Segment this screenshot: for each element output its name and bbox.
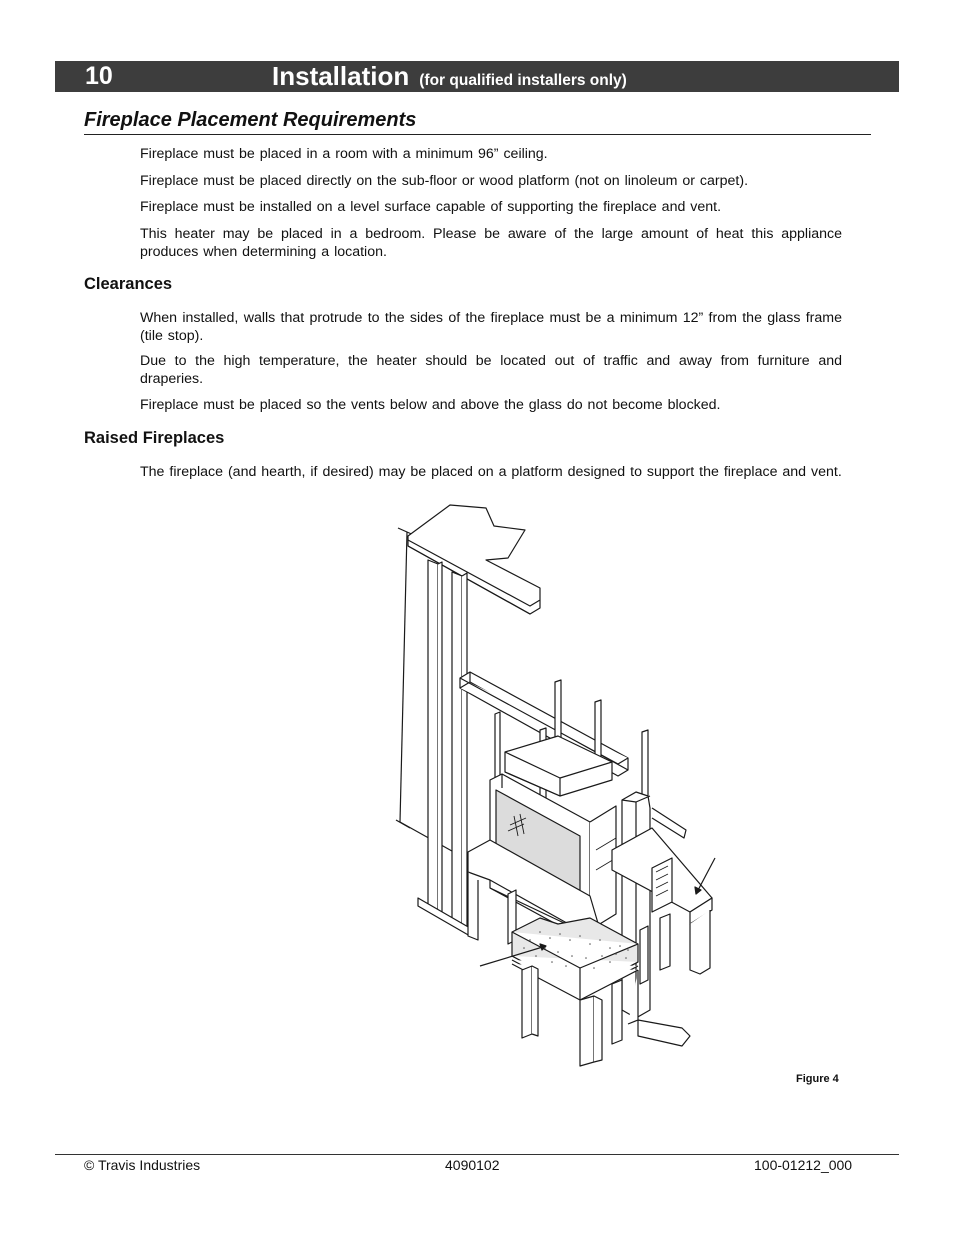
raised-fireplace-diagram [390, 500, 730, 1075]
figure-caption: Figure 4 [796, 1073, 839, 1085]
section-header-bar [55, 61, 899, 92]
placement-paragraph-3: Fireplace must be installed on a level surface capable of supporting the fireplace and vent. [140, 199, 722, 215]
clearances-heading: Clearances [84, 275, 173, 293]
placement-paragraph-1: Fireplace must be placed in a room with a minimum 96” ceiling. [140, 146, 548, 162]
footer-document-number: 4090102 [445, 1157, 500, 1173]
footer-part-number: 100-01212_000 [754, 1157, 853, 1173]
placement-paragraph-4: This heater may be placed in a bedroom. Please be aware of the large amount of heat this appliance produces when determining a location. [140, 226, 842, 260]
page-number: 10 [85, 62, 113, 90]
section-subtitle: (for qualified installers only) [419, 72, 627, 89]
section-title [272, 61, 627, 96]
footer-rule [55, 1154, 899, 1155]
section-title-text: Installation [272, 61, 410, 91]
clearances-paragraph-2: Due to the high temperature, the heater should be located out of traffic and away from furniture and draperies. [140, 353, 842, 387]
raised-heading: Raised Fireplaces [84, 429, 225, 447]
clearances-paragraph-1: When installed, walls that protrude to the sides of the fireplace must be a minimum 12” from the glass frame (tile stop). [140, 310, 842, 344]
clearances-paragraph-3: Fireplace must be placed so the vents below and above the glass do not become blocked. [140, 397, 721, 413]
placement-paragraph-2: Fireplace must be placed directly on the sub-floor or wood platform (not on linoleum or carpet). [140, 173, 749, 189]
placement-heading: Fireplace Placement Requirements [84, 109, 871, 135]
raised-paragraph-1: The fireplace (and hearth, if desired) may be placed on a platform designed to support the fireplace and vent. [140, 464, 842, 480]
footer-copyright: © Travis Industries [84, 1157, 201, 1173]
